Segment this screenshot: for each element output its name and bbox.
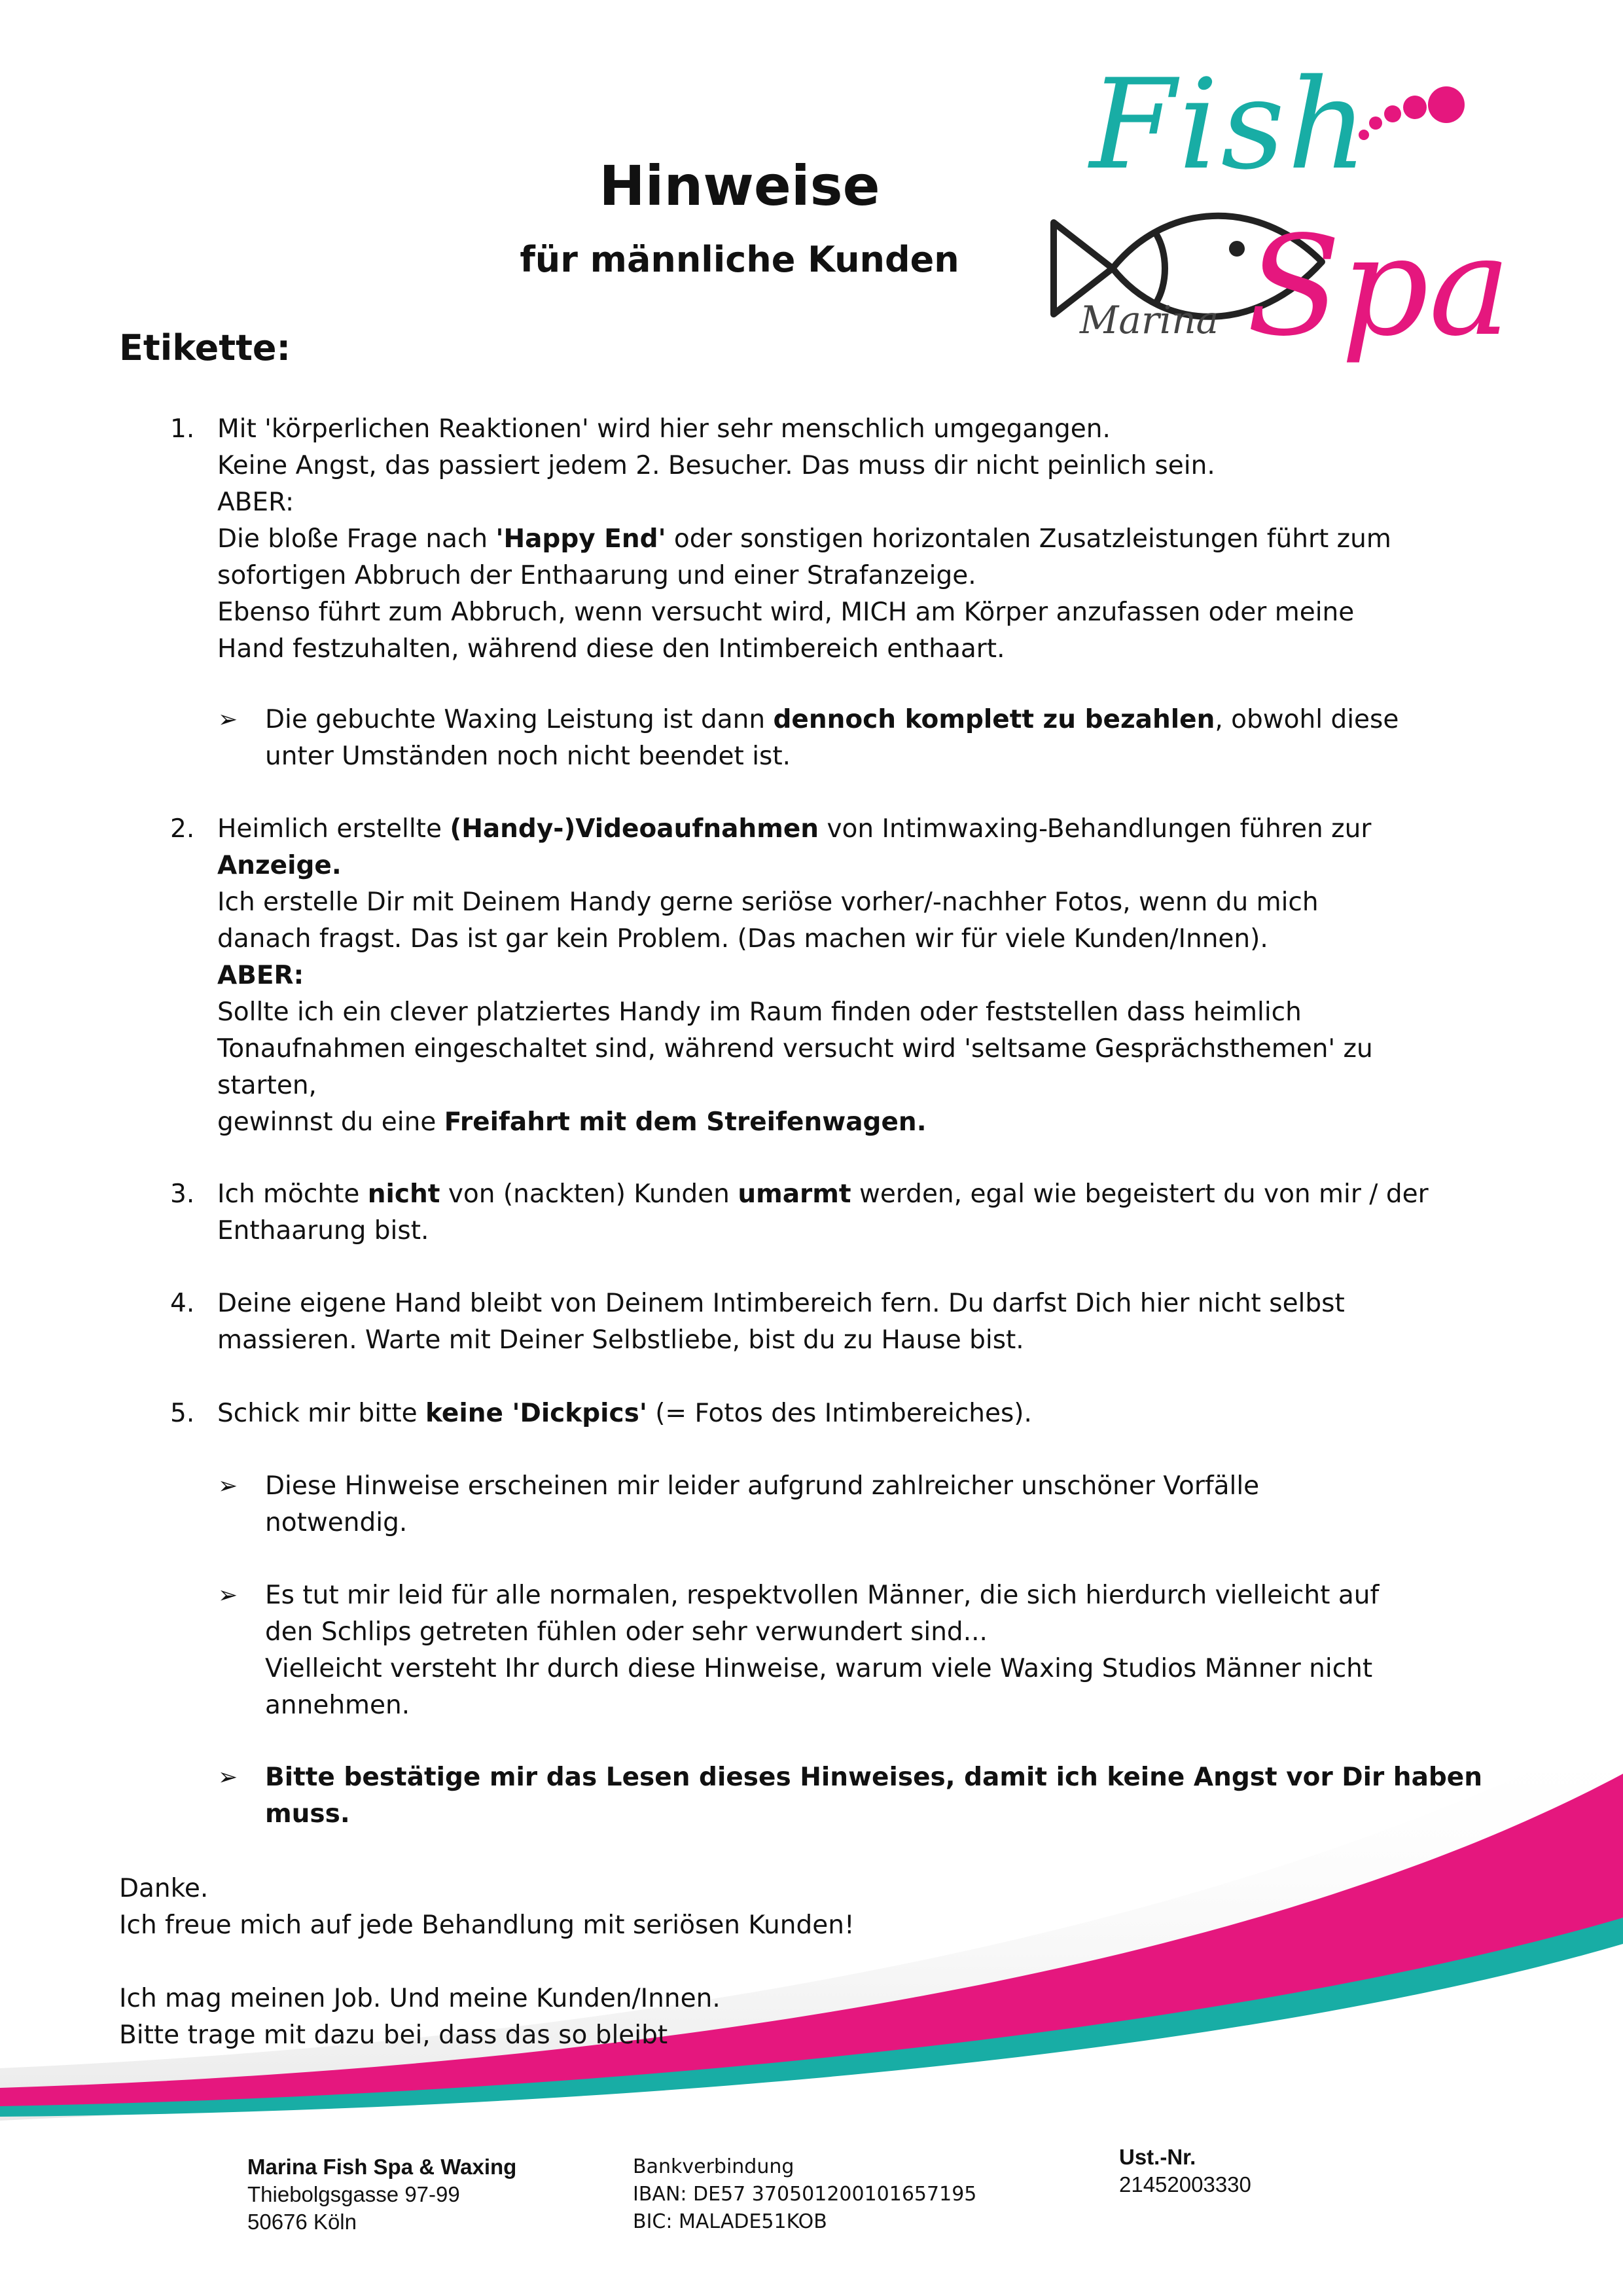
note-item: Bitte bestätige mir das Lesen dieses Hinweises, damit ich keine Angst vor Dir haben muss. — [265, 1763, 1483, 1829]
page-title: Hinweise — [599, 154, 880, 218]
toe-icon — [1403, 96, 1427, 119]
logo-marina-text: Marina — [1080, 298, 1219, 342]
bullet-arrow-icon: ➢ — [218, 1473, 238, 1499]
list-item: Die gebuchte Waxing Leistung ist dann dennoch komplett zu bezahlen, obwohl diese unter Umständen noch nicht beendet ist. — [265, 705, 1399, 771]
bullet-arrow-icon: ➢ — [218, 1764, 238, 1791]
city: 50676 Köln — [247, 2210, 357, 2234]
list-item: Deine eigene Hand bleibt von Deinem Intimbereich fern. Du darfst Dich hier nicht selbst massieren. Warte mit Deiner Selbstliebe, bist du zu Hause bist. — [217, 1289, 1345, 1355]
bullet-arrow-icon: ➢ — [218, 706, 238, 733]
bank-label: Bankverbindung — [633, 2155, 794, 2178]
item-number: 5. — [170, 1399, 195, 1428]
item-number: 1. — [170, 414, 195, 444]
bic: BIC: MALADE51KOB — [633, 2210, 827, 2233]
section-heading: Etikette: — [119, 327, 291, 368]
toe-icon — [1428, 86, 1465, 123]
footer-address — [247, 2153, 516, 2236]
list-item: Ich möchte nicht von (nackten) Kunden umarmt werden, egal wie begeistert du von mir / der Enthaarung bist. — [217, 1179, 1429, 1246]
footer-bank — [633, 2153, 976, 2236]
street: Thiebolgsgasse 97-99 — [247, 2182, 460, 2206]
ust-label: Ust.-Nr. — [1119, 2145, 1196, 2169]
company-name: Marina Fish Spa & Waxing — [247, 2155, 517, 2179]
toe-icon — [1369, 117, 1382, 130]
ust-value: 21452003330 — [1119, 2172, 1251, 2197]
toe-icon — [1384, 105, 1401, 122]
page-subtitle: für männliche Kunden — [520, 239, 959, 280]
note-item: Diese Hinweise erscheinen mir leider aufgrund zahlreicher unschöner Vorfälle notwendig. — [265, 1471, 1260, 1537]
list-item: Mit 'körperlichen Reaktionen' wird hier sehr menschlich umgegangen. Keine Angst, das passiert jedem 2. Besucher. Das muss dir nicht peinlich sein. ABER: Die bloße Frage nach 'Happy End' oder sonstigen horizontalen Zusatzleistungen führt zum sofortigen Abbruch der Enthaarung und einer Strafanzeige. Ebenso führt zum Abbruch, wenn versucht wird, MICH am Körper anzufassen oder meine Hand festzuhalten, während diese den Intimbereich enthaart. — [217, 414, 1391, 664]
item-number: 4. — [170, 1289, 195, 1318]
logo-fish-text: Fish — [1090, 52, 1370, 197]
logo — [1041, 52, 1512, 380]
bullet-arrow-icon: ➢ — [218, 1582, 238, 1609]
list-item: Schick mir bitte keine 'Dickpics' (= Fotos des Intimbereiches). — [217, 1399, 1032, 1428]
item-number: 2. — [170, 814, 195, 844]
list-item: Heimlich erstellte (Handy-)Videoaufnahmen von Intimwaxing-Behandlungen führen zur Anzeige. Ich erstelle Dir mit Deinem Handy gerne seriöse vorher/-nachher Fotos, wenn du mich danach fragst. Das ist gar kein Problem. (Das machen wir für viele Kunden/Innen). ABER: Sollte ich ein clever platziertes Handy im Raum finden oder feststellen dass heimlich Tonaufnahmen eingeschaltet sind, während versucht wird 'seltsame Gesprächsthemen' zu starten, gewinnst du eine Freifahrt mit dem Streifenwagen. — [217, 814, 1373, 1137]
note-item: Es tut mir leid für alle normalen, respektvollen Männer, die sich hierdurch vielleicht auf den Schlips getreten fühlen oder sehr verwundert sind... Vielleicht versteht Ihr durch diese Hinweise, warum viele Waxing Studios Männer nicht annehmen. — [265, 1581, 1380, 1720]
iban: IBAN: DE57 370501200101657195 — [633, 2183, 977, 2206]
footer-tax — [1119, 2144, 1251, 2198]
logo-spa-text: Spa — [1247, 206, 1511, 367]
closing-text: Danke. Ich freue mich auf jede Behandlung mit seriösen Kunden! Ich mag meinen Job. Und meine Kunden/Innen. Bitte trage mit dazu bei, dass das so bleibt — [119, 1874, 855, 2050]
item-number: 3. — [170, 1179, 195, 1209]
